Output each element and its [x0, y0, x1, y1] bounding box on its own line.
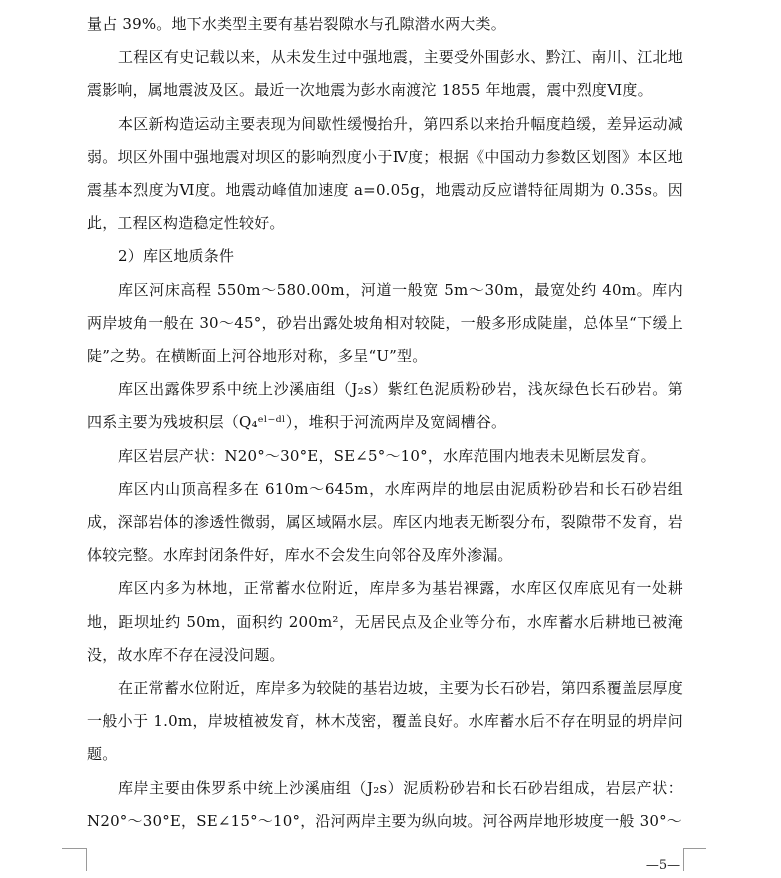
page-number-value: 5 [658, 858, 668, 873]
document-body [87, 8, 683, 838]
paragraph-rock-attitude: 库区岩层产状：N20°～30°E，SE∠5°～10°，水库范围内地表未见断层发育。 [118, 446, 656, 465]
paragraph-earthquake-history: 工程区有史记载以来，从未发生过中强地震，主要受外围彭水、黔江、南川、江北地震影响，属地震波及区。最近一次地震为彭水南渡沱 1855 年地震，震中烈度Ⅵ度。 [87, 48, 683, 100]
paragraph-bank-collapse: 在正常蓄水位附近，库岸多为较陡的基岩边坡，主要为长石砂岩，第四系覆盖层厚度一般小于 1.0m，岸坡植被发育，林木茂密，覆盖良好。水库蓄水后不存在明显的坍岸问题。 [87, 679, 683, 764]
section-heading-reservoir-geology: 2）库区地质条件 [118, 247, 235, 266]
crop-mark-right [683, 848, 706, 871]
paragraph-inundation: 库区内多为林地，正常蓄水位附近，库岸多为基岩裸露，水库区仅库底见有一处耕地，距坝址约 50m，面积约 200m²，无居民点及企业等分布，水库蓄水后耕地已被淹没，故水库不存在浸没问题。 [87, 579, 683, 664]
page-number: —5— [645, 858, 681, 873]
paragraph-riverbed-elevation: 库区河床高程 550m～580.00m，河道一般宽 5m～30m，最宽处约 40m。库内两岸坡角一般在 30～45°，砂岩出露处坡角相对较陡，一般多形成陡崖，总体呈“下缓上陡”之势。在横断面上河谷地形对称，多呈“U”型。 [87, 280, 683, 366]
paragraph-exposed-strata: 库区出露侏罗系中统上沙溪庙组（J₂s）紫红色泥质粉砂岩，浅灰绿色长石砂岩。第四系主要为残坡积层（Q₄ᵉˡ⁻ᵈˡ），堆积于河流两岸及宽阔槽谷。 [87, 380, 683, 432]
paragraph-neotectonics: 本区新构造运动主要表现为间歇性缓慢抬升，第四系以来抬升幅度趋缓，差异运动减弱。坝区外围中强地震对坝区的影响烈度小于Ⅳ度；根据《中国动力参数区划图》本区地震基本烈度为Ⅵ度。地震动峰值加速度 a=0.05g，地震动反应谱特征周期为 0.35s。因此，工程区构造稳定性较好。 [87, 114, 683, 233]
paragraph-bank-composition: 库岸主要由侏罗系中统上沙溪庙组（J₂s）泥质粉砂岩和长石砂岩组成，岩层产状：N20°～30°E，SE∠15°～10°，沿河两岸主要为纵向坡。河谷两岸地形坡度一般 30°～ [87, 778, 683, 830]
paragraph-groundwater-types: 量占 39%。地下水类型主要有基岩裂隙水与孔隙潜水两大类。 [87, 15, 506, 33]
paragraph-seepage-conditions: 库区内山顶高程多在 610m～645m，水库两岸的地层由泥质粉砂岩和长石砂岩组成，深部岩体的渗透性微弱，属区域隔水层。库区内地表无断裂分布，裂隙带不发育，岩体较完整。水库封闭条件好，库水不会发生向邻谷及库外渗漏。 [87, 479, 683, 565]
crop-mark-left [62, 848, 87, 871]
